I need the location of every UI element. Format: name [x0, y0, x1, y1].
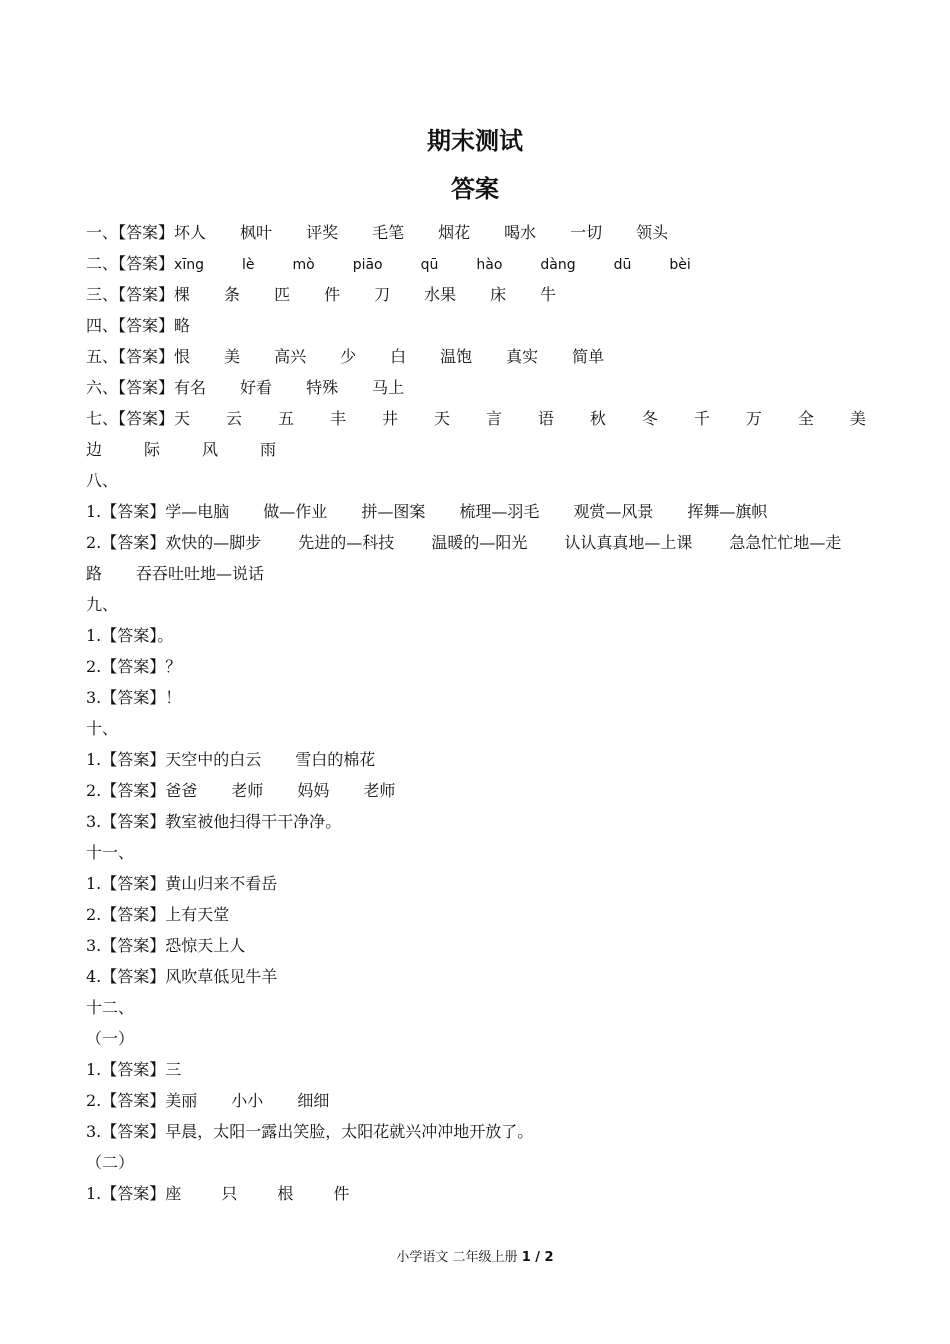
answer-item: 恨 [174, 347, 191, 366]
answer-item: 件 [324, 285, 341, 304]
sub-number: 4. [86, 967, 102, 986]
answer-items [165, 533, 841, 552]
answer-line-q10-2 [86, 775, 866, 806]
answer-items [165, 502, 767, 521]
section-q8: 八、 [86, 471, 119, 490]
answer-items [174, 378, 404, 397]
answer-item: 爸爸 [165, 781, 198, 800]
answer-item: 高兴 [274, 347, 307, 366]
sub-number: 2. [86, 657, 102, 676]
answer-item: 少 [340, 347, 357, 366]
section-q10: 十、 [86, 719, 119, 738]
answer-item: 特殊 [306, 378, 339, 397]
sub-number: 1. [86, 1184, 102, 1203]
answer-item: 枫叶 [240, 223, 273, 242]
answer-line-q1 [86, 217, 866, 248]
answer-line-q8-1 [86, 496, 866, 527]
answer-item: 井 [381, 409, 398, 428]
answer-tag: 【答案】 [101, 1091, 166, 1110]
section-q12: 十二、 [86, 998, 135, 1017]
answer-items [165, 781, 395, 800]
answer-item: 美 [849, 409, 866, 428]
answer-item: 白 [390, 347, 407, 366]
answer-item: 牛 [540, 285, 557, 304]
question-number: 五、 [86, 347, 119, 366]
answer-item: 云 [226, 409, 243, 428]
sub-number: 3. [86, 812, 102, 831]
answer-item: 老师 [231, 781, 264, 800]
answer-text: ？ [165, 657, 182, 676]
answer-item: 细细 [297, 1091, 330, 1110]
answer-line-q12-1-2 [86, 1085, 866, 1116]
sub-number: 2. [86, 781, 102, 800]
question-number: 六、 [86, 378, 119, 397]
sub-number: 2. [86, 1091, 102, 1110]
answer-line-q4 [86, 310, 866, 341]
answer-items [174, 254, 691, 273]
page-subtitle: 答案 [451, 175, 499, 203]
answer-item: 只 [221, 1184, 238, 1203]
sub-number: 3. [86, 688, 102, 707]
answer-item: dàng [540, 257, 576, 273]
answer-line-q12-1-3 [86, 1116, 866, 1147]
answer-item: 千 [693, 409, 710, 428]
answer-line-q11-3 [86, 930, 866, 961]
answer-line-q8-2-cont [86, 558, 866, 589]
answer-item: 有名 [174, 378, 207, 397]
answer-item: 吞吞吐吐地—说话 [136, 564, 265, 583]
answer-item: 真实 [506, 347, 539, 366]
answer-item: qū [420, 257, 439, 273]
answer-item: 领头 [636, 223, 669, 242]
answer-line-q12-2-1 [86, 1178, 866, 1209]
answer-tag: 【答案】 [101, 533, 166, 552]
answer-line-q7 [86, 403, 866, 434]
answer-text: 。 [157, 626, 174, 645]
answer-items [165, 1184, 349, 1203]
answer-item: 欢快的—脚步 [165, 533, 262, 552]
answer-item: 雨 [260, 440, 277, 459]
sub-number: 1. [86, 502, 102, 521]
answer-item: 座 [165, 1184, 182, 1203]
passage-label-1: （一） [86, 1029, 135, 1048]
answer-tag: 【答案】 [101, 750, 166, 769]
answer-item: dū [613, 257, 632, 273]
answer-text: 上有天堂 [165, 905, 230, 924]
page-title: 期末测试 [427, 127, 523, 155]
answer-text: 教室被他扫得干干净净。 [165, 812, 342, 831]
answer-line-q5 [86, 341, 866, 372]
answer-item: 马上 [372, 378, 405, 397]
answer-item: 条 [224, 285, 241, 304]
answer-tag: 【答案】 [118, 285, 175, 304]
answer-item: 刀 [374, 285, 391, 304]
answer-tag: 【答案】 [101, 626, 158, 645]
question-number: 七、 [86, 409, 119, 428]
answer-item: 烟花 [438, 223, 471, 242]
answer-tag: 【答案】 [118, 316, 175, 335]
answer-text: 恐惊天上人 [165, 936, 246, 955]
sub-number: 2. [86, 905, 102, 924]
answer-item: 五 [278, 409, 295, 428]
answer-line-q8-2 [86, 527, 866, 558]
section-q9: 九、 [86, 595, 119, 614]
answer-item: 言 [485, 409, 502, 428]
sub-number: 3. [86, 1122, 102, 1141]
answer-item: hào [476, 257, 503, 273]
answer-line-q11-1 [86, 868, 866, 899]
question-number: 三、 [86, 285, 119, 304]
question-number: 四、 [86, 316, 119, 335]
answer-tag: 【答案】 [101, 905, 166, 924]
answer-items [174, 285, 556, 304]
answer-line-q7-cont [86, 434, 866, 465]
answer-item: 丰 [329, 409, 346, 428]
answer-text: 三 [165, 1060, 182, 1079]
answer-tag: 【答案】 [101, 874, 166, 893]
answer-item: 学—电脑 [165, 502, 230, 521]
answer-tag: 【答案】 [101, 1184, 166, 1203]
answer-items [174, 347, 604, 366]
answer-item: 好看 [240, 378, 273, 397]
answer-item: 路 [86, 564, 103, 583]
answer-item: 天空中的白云 [165, 750, 262, 769]
answer-text: 黄山归来不看岳 [165, 874, 278, 893]
answer-item: 棵 [174, 285, 191, 304]
answer-text: ！ [165, 688, 182, 707]
answer-item: 一切 [570, 223, 603, 242]
answer-tag: 【答案】 [101, 502, 166, 521]
answer-text: 风吹草低见牛羊 [165, 967, 278, 986]
answer-tag: 【答案】 [101, 936, 166, 955]
answer-item: 挥舞—旗帜 [687, 502, 768, 521]
sub-number: 1. [86, 874, 102, 893]
answer-item: 坏人 [174, 223, 207, 242]
answer-line-q9-1 [86, 620, 866, 651]
answer-item: 风 [202, 440, 219, 459]
sub-number: 1. [86, 626, 102, 645]
answer-item: 做—作业 [263, 502, 328, 521]
answer-item: 冬 [641, 409, 658, 428]
answer-item: xīng [174, 257, 204, 273]
answer-item: 先进的—科技 [298, 533, 395, 552]
answer-item: 喝水 [504, 223, 537, 242]
answer-item: mò [292, 257, 315, 273]
answer-tag: 【答案】 [101, 1060, 166, 1079]
answer-tag: 【答案】 [101, 657, 166, 676]
sub-number: 1. [86, 1060, 102, 1079]
answer-item: 床 [490, 285, 507, 304]
page-footer [0, 1246, 950, 1265]
question-number: 二、 [86, 254, 119, 273]
page-number: 1 / 2 [521, 1250, 554, 1265]
answer-text: 早晨，太阳一露出笑脸，太阳花就兴冲冲地开放了。 [165, 1122, 534, 1141]
answer-item: 际 [144, 440, 161, 459]
passage-label-2: （二） [86, 1153, 135, 1172]
answer-item: 认认真真地—上课 [564, 533, 693, 552]
answer-item: 水果 [424, 285, 457, 304]
answer-line-q9-2 [86, 651, 866, 682]
answer-items [86, 440, 276, 459]
answer-tag: 【答案】 [101, 967, 166, 986]
answer-item: 观赏—风景 [573, 502, 654, 521]
answer-items [165, 750, 375, 769]
answer-tag: 【答案】 [118, 347, 175, 366]
answer-items [174, 223, 668, 242]
answer-item: 梳理—羽毛 [459, 502, 540, 521]
answer-item: 匹 [274, 285, 291, 304]
answer-line-q3 [86, 279, 866, 310]
answer-item: 天 [174, 409, 191, 428]
answer-line-q9-3 [86, 682, 866, 713]
answer-line-q2 [86, 248, 866, 279]
answer-tag: 【答案】 [101, 781, 166, 800]
answer-item: 美 [224, 347, 241, 366]
sub-number: 3. [86, 936, 102, 955]
answer-head [86, 403, 190, 434]
answer-line-q11-2 [86, 899, 866, 930]
question-number: 一、 [86, 223, 119, 242]
answer-text: 略 [174, 316, 191, 335]
answer-item: 万 [745, 409, 762, 428]
answer-item: 拼—图案 [361, 502, 426, 521]
answer-line-q11-4 [86, 961, 866, 992]
answer-items [86, 564, 264, 583]
answer-tag: 【答案】 [101, 688, 166, 707]
answer-item: 边 [86, 440, 103, 459]
answer-item: 妈妈 [297, 781, 330, 800]
answer-line-q10-3 [86, 806, 866, 837]
answer-line-q12-1-1 [86, 1054, 866, 1085]
sub-number: 1. [86, 750, 102, 769]
answer-line-q10-1 [86, 744, 866, 775]
answer-item: lè [241, 257, 255, 273]
answer-item: 全 [797, 409, 814, 428]
answer-item: 根 [277, 1184, 294, 1203]
answer-item: piāo [352, 257, 383, 273]
answer-item: 小小 [231, 1091, 264, 1110]
section-q11: 十一、 [86, 843, 135, 862]
answer-item: 急急忙忙地—走 [729, 533, 842, 552]
answer-tag: 【答案】 [118, 254, 175, 273]
answer-item: 温暖的—阳光 [431, 533, 528, 552]
sub-number: 2. [86, 533, 102, 552]
answer-item: 秋 [589, 409, 606, 428]
answer-item: 毛笔 [372, 223, 405, 242]
answer-content [86, 217, 866, 1209]
answer-tag: 【答案】 [118, 223, 175, 242]
answer-item: 温饱 [440, 347, 473, 366]
answer-item: bèi [669, 257, 691, 273]
answer-tag: 【答案】 [101, 812, 166, 831]
answer-items [165, 1091, 329, 1110]
answer-item: 件 [333, 1184, 350, 1203]
answer-line-q6 [86, 372, 866, 403]
answer-item: 简单 [572, 347, 605, 366]
answer-item: 语 [537, 409, 554, 428]
answer-item: 天 [433, 409, 450, 428]
answer-item: 评奖 [306, 223, 339, 242]
footer-text: 小学语文 二年级上册 [396, 1250, 518, 1265]
answer-tag: 【答案】 [118, 378, 175, 397]
answer-tag: 【答案】 [118, 409, 175, 428]
answer-item: 美丽 [165, 1091, 198, 1110]
answer-item: 老师 [363, 781, 396, 800]
answer-tag: 【答案】 [101, 1122, 166, 1141]
answer-item: 雪白的棉花 [295, 750, 376, 769]
